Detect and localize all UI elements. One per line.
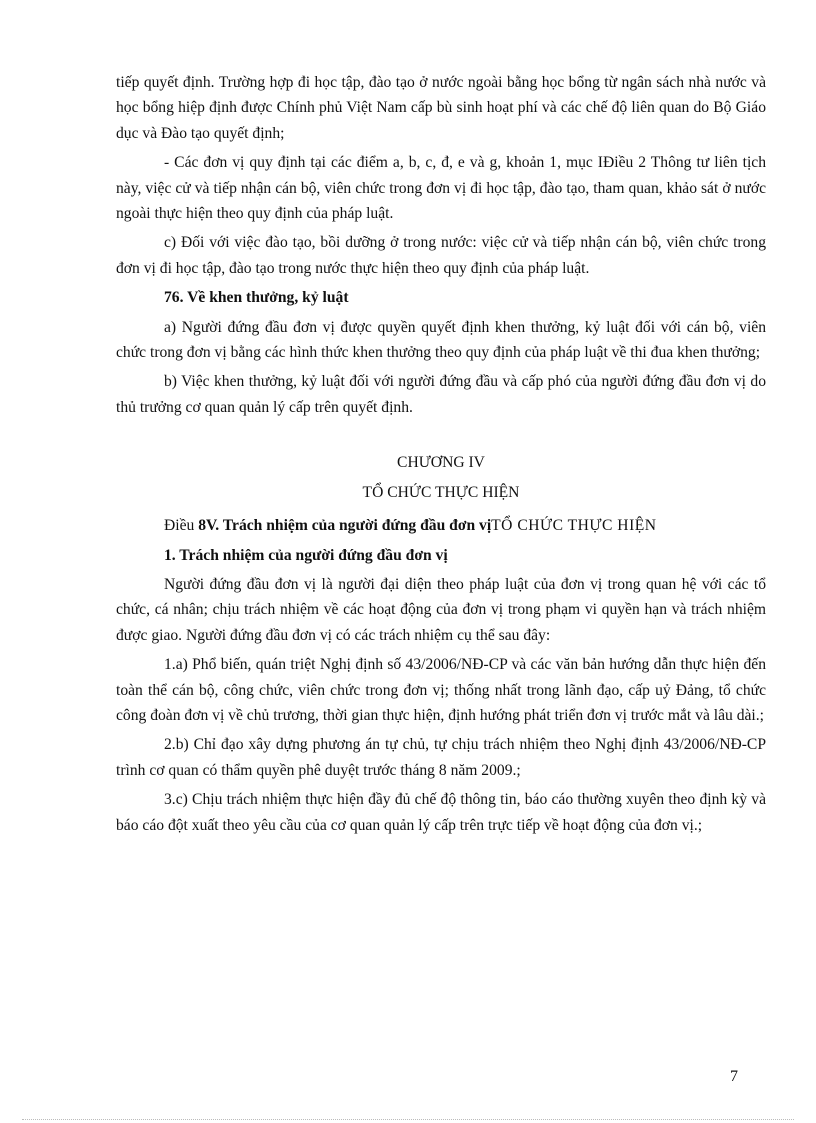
paragraph-responsibility-intro: Người đứng đầu đơn vị là người đại diện theo pháp luật của đơn vị trong quan hệ với các tổ chức, cá nhân; chịu trách nhiệm về các hoạt động của đơn vị trong phạm vi quyền hạn và trách nhiệm được giao. Người đứng đầu đơn vị có các trách nhiệm cụ thể sau đây:	[116, 575, 766, 644]
paragraph-rewards-a: a) Người đứng đầu đơn vị được quyền quyết định khen thưởng, kỷ luật đối với cán bộ, viên chức trong đơn vị bằng các hình thức khen thưởng theo quy định của pháp luật về thi đua khen thưởng;	[116, 318, 766, 362]
article-heading	[116, 513, 766, 538]
section-heading-rewards: 76. Về khen thưởng, kỷ luật	[164, 289, 349, 307]
paragraph-item-1a: 1.a) Phổ biến, quán triệt Nghị định số 43/2006/NĐ-CP và các văn bản hướng dẫn thực hiện đến toàn thể cán bộ, công chức, viên chức trong đơn vị; thống nhất trong lãnh đạo, cấp uỷ Đảng, tổ chức công đoàn đơn vị về chủ trương, thời gian thực hiện, định hướng phát triển đơn vị trước mắt và lâu dài.;	[116, 656, 766, 724]
article-struck-text: TỔ CHỨC THỰC HIỆN	[491, 517, 657, 535]
article-title: 8V. Trách nhiệm của người đứng đầu đơn vị	[198, 517, 492, 535]
chapter-heading: CHƯƠNG IV	[397, 454, 485, 472]
chapter-title: TỔ CHỨC THỰC HIỆN	[362, 483, 520, 501]
page-number: 7	[730, 1068, 738, 1085]
section-heading-responsibility: 1. Trách nhiệm của người đứng đầu đơn vị	[164, 546, 448, 564]
article-prefix: Điều	[164, 517, 199, 535]
paragraph-item-2b: 2.b) Chỉ đạo xây dựng phương án tự chủ, tự chịu trách nhiệm theo Nghị định 43/2006/NĐ-CP trình cơ quan có thẩm quyền phê duyệt trước tháng 8 năm 2009.;	[116, 736, 766, 779]
paragraph-domestic-training: c) Đối với việc đào tạo, bồi dưỡng ở trong nước: việc cử và tiếp nhận cán bộ, viên chức trong đơn vị đi học tập, đào tạo trong nước thực hiện theo quy định của pháp luật.	[116, 234, 766, 277]
page-bottom-divider	[22, 1119, 794, 1120]
paragraph-rewards-b: b) Việc khen thưởng, kỷ luật đối với người đứng đầu và cấp phó của người đứng đầu đơn vị do thủ trưởng cơ quan quản lý cấp trên quyết định.	[116, 373, 766, 416]
paragraph-foreign-training: - Các đơn vị quy định tại các điểm a, b, c, đ, e và g, khoản 1, mục IĐiều 2 Thông tư liên tịch này, việc cử và tiếp nhận cán bộ, viên chức trong đơn vị đi học tập, đào tạo, tham quan, khảo sát ở nước ngoài thực hiện theo quy định của pháp luật.	[116, 154, 766, 223]
paragraph-continuation: tiếp quyết định. Trường hợp đi học tập, đào tạo ở nước ngoài bằng học bổng từ ngân sách nhà nước và học bổng hiệp định được Chính phủ Việt Nam cấp bù sinh hoạt phí và các chế độ liên quan do Bộ Giáo dục và Đào tạo quyết định;	[116, 74, 766, 142]
paragraph-item-3c: 3.c) Chịu trách nhiệm thực hiện đầy đủ chế độ thông tin, báo cáo thường xuyên theo định kỳ và báo cáo đột xuất theo yêu cầu của cơ quan quản lý cấp trên trực tiếp về hoạt động của đơn vị.;	[116, 791, 766, 834]
document-page	[116, 70, 766, 842]
